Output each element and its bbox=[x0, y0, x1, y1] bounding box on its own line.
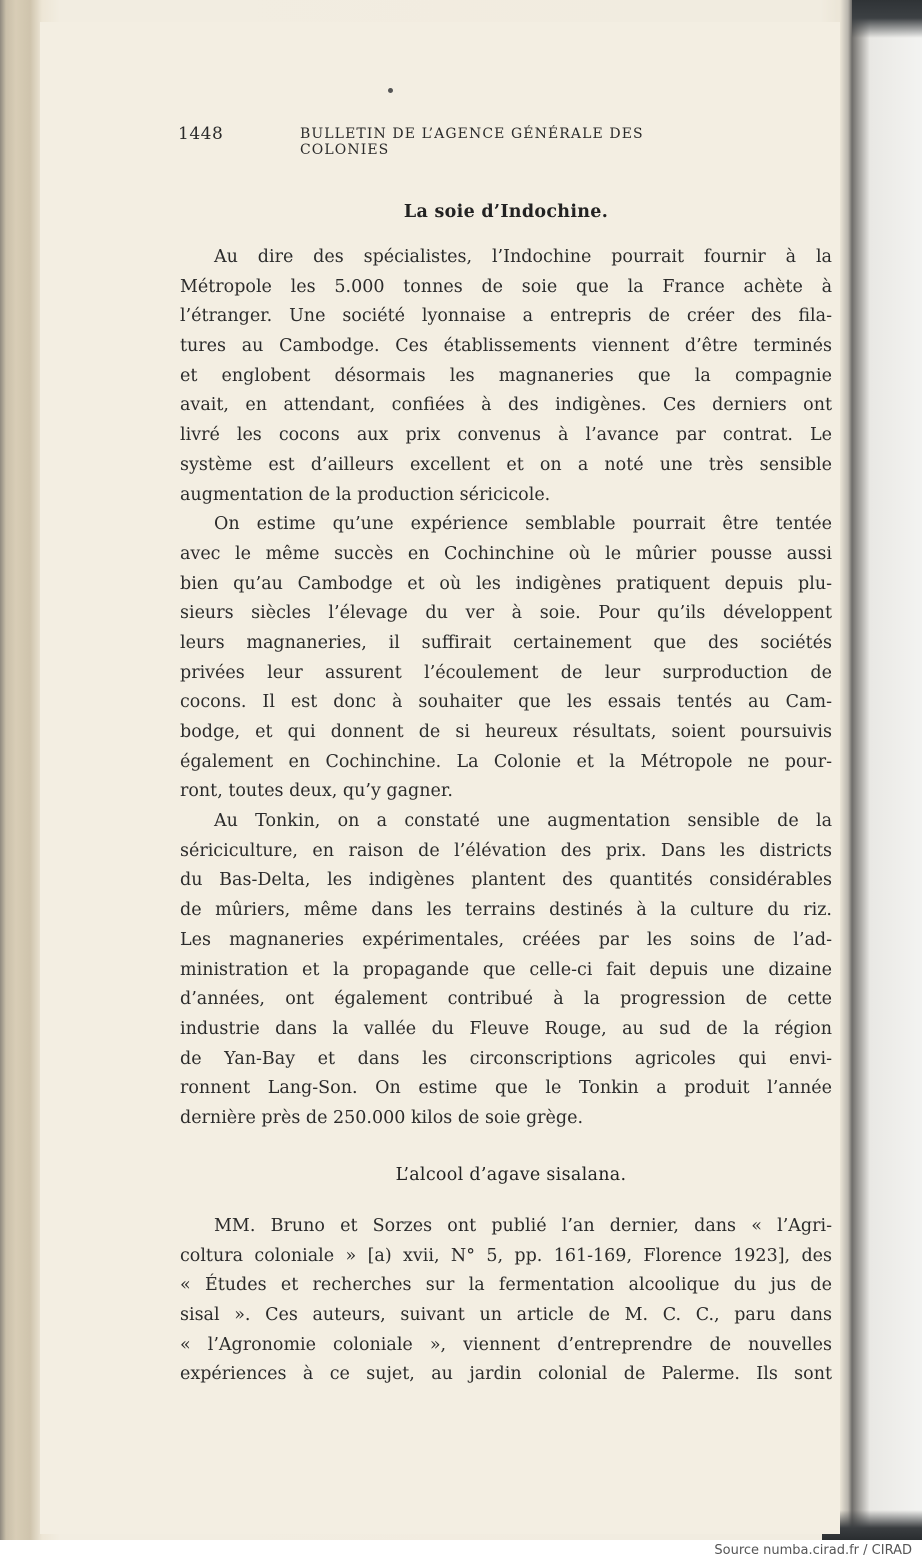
scanner-shadow-top bbox=[852, 0, 922, 38]
text-line: « Études et recherches sur la fermentation alcoolique du jus de bbox=[180, 1275, 832, 1296]
text-line: ministration et la propagande que celle-ci fait depuis une dizaine bbox=[180, 959, 832, 980]
text-line: dernière près de 250.000 kilos de soie grège. bbox=[180, 1107, 584, 1128]
text-line: coltura coloniale » [a) xvii, N° 5, pp. 161-169, Florence 1923], des bbox=[180, 1245, 832, 1266]
text-line: MM. Bruno et Sorzes ont publié l’an dernier, dans « l’Agri- bbox=[214, 1216, 832, 1236]
text-line: et englobent désormais les magnaneries que la compagnie bbox=[180, 365, 832, 386]
text-line: ront, toutes deux, qu’y gagner. bbox=[180, 781, 453, 802]
text-line: du Bas-Delta, les indigènes plantent des quantités considérables bbox=[180, 870, 832, 891]
text-line: Au Tonkin, on a constaté une augmentation sensible de la bbox=[214, 811, 832, 832]
section-title-agave: L’alcool d’agave sisalana. bbox=[395, 1165, 627, 1185]
text-line: Les magnaneries expérimentales, créées par les soins de l’ad- bbox=[180, 929, 832, 950]
text-line: leurs magnaneries, il suffirait certainement que des sociétés bbox=[180, 632, 832, 653]
text-line: d’années, ont également contribué à la progression de cette bbox=[180, 989, 832, 1010]
section-body-silk bbox=[180, 243, 832, 1134]
text-line: de mûriers, même dans les terrains destinés à la culture du riz. bbox=[180, 900, 832, 921]
text-line: sieurs siècles l’élevage du ver à soie. Pour qu’ils développent bbox=[180, 603, 832, 624]
ink-dot bbox=[388, 88, 393, 93]
text-line: cocons. Il est donc à souhaiter que les essais tentés au Cam- bbox=[180, 692, 832, 713]
text-line: Au dire des spécialistes, l’Indochine pourrait fournir à la bbox=[214, 247, 832, 267]
text-line: l’étranger. Une société lyonnaise a entrepris de créer des fila- bbox=[180, 306, 832, 327]
text-line: système est d’ailleurs excellent et on a noté une très sensible bbox=[180, 454, 832, 475]
page-number: 1448 bbox=[178, 124, 224, 144]
page-header bbox=[178, 124, 738, 158]
text-line: de Yan-Bay et dans les circonscriptions agricoles qui envi- bbox=[180, 1048, 832, 1069]
text-line: sériciculture, en raison de l’élévation des prix. Dans les districts bbox=[180, 840, 832, 861]
running-title: BULLETIN DE L’AGENCE GÉNÉRALE DES COLONIES bbox=[300, 126, 644, 158]
text-line: également en Cochinchine. La Colonie et la Métropole ne pour- bbox=[180, 751, 832, 772]
text-line: avec le même succès en Cochinchine où le mûrier pousse aussi bbox=[180, 543, 832, 564]
text-line: bodge, et qui donnent de si heureux résultats, soient poursuivis bbox=[180, 722, 832, 742]
text-line: tures au Cambodge. Ces établissements viennent d’être terminés bbox=[180, 336, 832, 357]
section-body-agave bbox=[180, 1212, 832, 1390]
text-line: Métropole les 5.000 tonnes de soie que la France achète à bbox=[180, 276, 832, 297]
text-line: On estime qu’une expérience semblable pourrait être tentée bbox=[214, 514, 832, 535]
text-line: industrie dans la vallée du Fleuve Rouge, au sud de la région bbox=[180, 1018, 832, 1039]
text-line: augmentation de la production séricicole. bbox=[180, 484, 551, 505]
section-title-silk: La soie d’Indochine. bbox=[403, 202, 609, 222]
text-line: « l’Agronomie coloniale », viennent d’entreprendre de nouvelles bbox=[180, 1334, 832, 1355]
text-line: privées leur assurent l’écoulement de leur surproduction de bbox=[180, 662, 832, 683]
text-line: bien qu’au Cambodge et où les indigènes pratiquent depuis plu- bbox=[180, 573, 832, 594]
text-line: livré les cocons aux prix convenus à l’avance par contrat. Le bbox=[180, 425, 832, 446]
source-credit: Source numba.cirad.fr / CIRAD bbox=[714, 1543, 912, 1558]
text-line: ronnent Lang-Son. On estime que le Tonkin a produit l’année bbox=[180, 1078, 832, 1099]
text-line: sisal ». Ces auteurs, suivant un article de M. C. C., paru dans bbox=[180, 1305, 832, 1326]
text-line: avait, en attendant, confiées à des indigènes. Ces derniers ont bbox=[180, 395, 832, 416]
text-line: expériences à ce sujet, au jardin colonial de Palerme. Ils sont bbox=[180, 1364, 832, 1385]
